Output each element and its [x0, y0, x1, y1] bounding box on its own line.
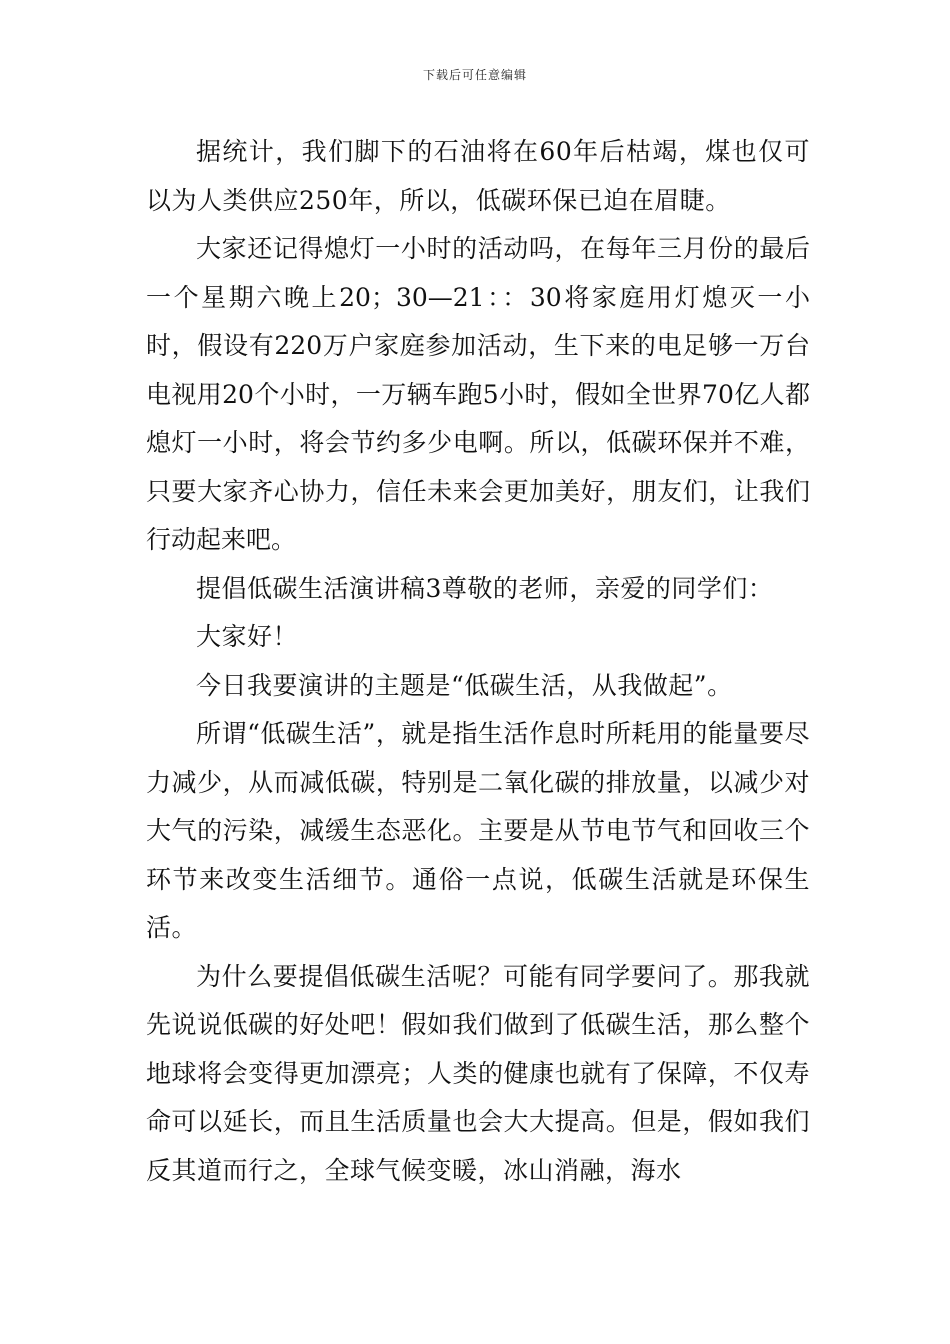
document-body — [146, 128, 810, 1195]
page-header: 下载后可任意编辑 — [422, 68, 527, 82]
paragraph-definition: 所谓“低碳生活”，就是指生活作息时所耗用的能量要尽力减少，从而减低碳，特别是二氧化碳的排放量，以减少对大气的污染，减缓生态恶化。主要是从节电节气和回收三个环节来改变生活细节。通俗一点说，低碳生活就是环保生活。 — [146, 719, 810, 942]
paragraph-greeting: 大家好！ — [196, 622, 299, 651]
paragraph-oil-statistics: 据统计，我们脚下的石油将在60年后枯竭，煤也仅可以为人类供应250年，所以，低碳环保已迫在眉睫。 — [146, 137, 810, 215]
paragraph-speech-title: 提倡低碳生活演讲稿3尊敬的老师，亲爱的同学们： — [196, 573, 774, 603]
paragraph-benefits: 为什么要提倡低碳生活呢？可能有同学要问了。那我就先说说低碳的好处吧！假如我们做到了低碳生活，那么整个地球将会变得更加漂亮；人类的健康也就有了保障，不仅寿命可以延长，而且生活质量也会大大提高。但是，假如我们反其道而行之，全球气候变暖，冰山消融，海水 — [146, 961, 810, 1185]
paragraph-topic: 今日我要演讲的主题是“低碳生活，从我做起”。 — [196, 670, 733, 700]
paragraph-earth-hour: 大家还记得熄灯一小时的活动吗，在每年三月份的最后一个星期六晚上20；30—21：：30将家庭用灯熄灭一小时，假设有220万户家庭参加活动，生下来的电足够一万台电视用20个小时，一万辆车跑5小时，假如全世界70亿人都熄灯一小时，将会节约多少电啊。所以，低碳环保并不难，只要大家齐心协力，信任未来会更加美好，朋友们，让我们行动起来吧。 — [146, 234, 810, 554]
